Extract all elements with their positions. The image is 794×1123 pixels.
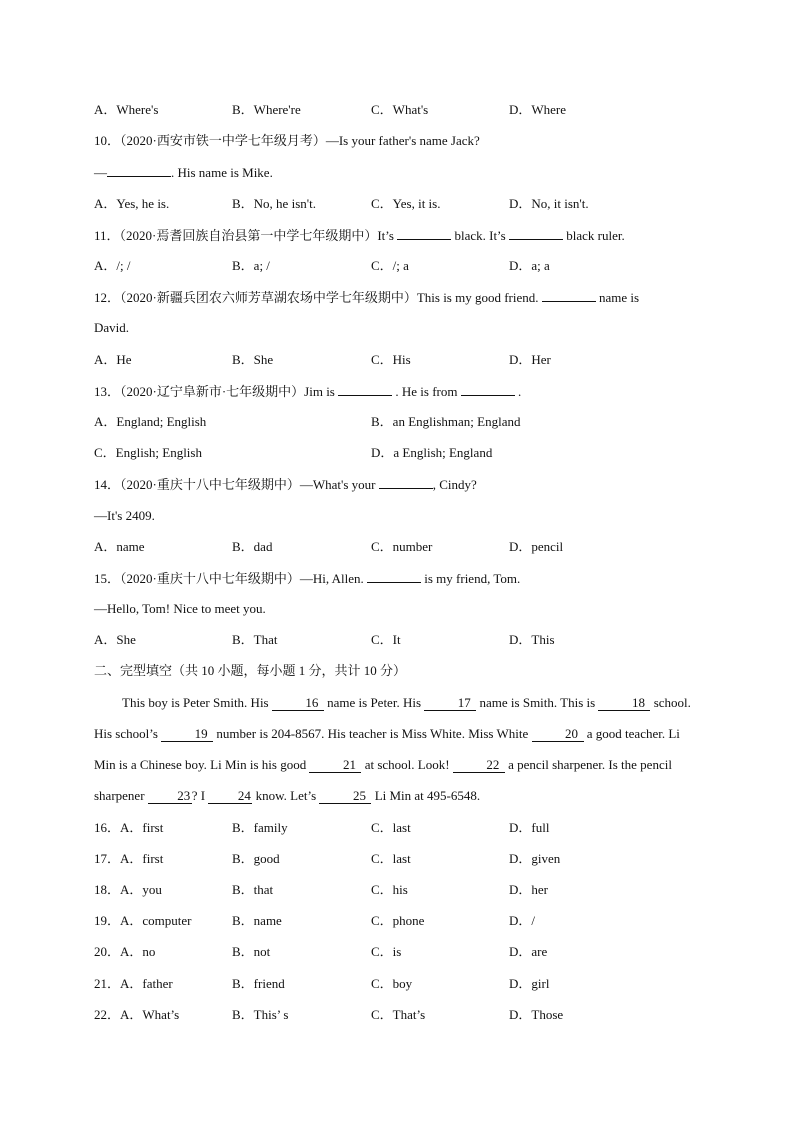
answer-blank[interactable]	[397, 226, 451, 240]
q15-stem	[94, 569, 520, 588]
option-a: A．Where's	[94, 102, 159, 117]
option-a: A．He	[94, 352, 132, 367]
cloze-blank-16[interactable]: 16	[272, 696, 324, 711]
q14-options	[94, 538, 714, 556]
option-a: A．England; English	[94, 414, 207, 429]
option-d: D．a English; England	[371, 445, 493, 460]
q10-options	[94, 195, 714, 213]
passage-text: name is Smith. This is	[479, 695, 596, 710]
q13-stem-c: .	[517, 384, 522, 399]
q11-stem-a: 11．（2020·焉耆回族自治县第一中学七年级期中）It’s	[94, 228, 394, 243]
option-b: B．name	[232, 913, 282, 928]
passage-text: number is 204-8567. His teacher is Miss White. Miss White	[216, 726, 529, 741]
q11-stem-b: black. It’s	[454, 228, 506, 243]
q11-options	[94, 257, 714, 275]
q12-options	[94, 351, 714, 369]
question-number-option-a: 17．A．first	[94, 851, 164, 866]
option-c: C．is	[371, 944, 402, 959]
option-c: C．His	[371, 352, 411, 367]
q10-stem: 10．（2020·西安市铁一中学七年级月考）—Is your father's name Jack?	[94, 133, 480, 148]
cloze-question-19	[94, 912, 714, 930]
option-d: D．Her	[509, 352, 551, 367]
q14-stem-a: 14．（2020·重庆十八中七年级期中）—What's your	[94, 477, 376, 492]
option-b: B．good	[232, 851, 280, 866]
q15-answer: —Hello, Tom! Nice to meet you.	[94, 601, 266, 616]
passage-text: a pencil sharpener. Is the pencil sharpener	[94, 757, 672, 803]
option-c: C．English; English	[94, 445, 202, 460]
question-number-option-a: 20．A．no	[94, 944, 156, 959]
answer-blank[interactable]	[542, 288, 596, 302]
cloze-blank-23[interactable]: 23	[148, 789, 192, 804]
passage-text: This boy is Peter Smith. His	[122, 695, 269, 710]
q12-stem-b: name is	[599, 290, 640, 305]
question-number-option-a: 22．A．What’s	[94, 1007, 180, 1022]
q14-answer: —It's 2409.	[94, 508, 155, 523]
option-c: C．last	[371, 851, 411, 866]
option-c: C．What's	[371, 102, 429, 117]
cloze-blank-24[interactable]: 24	[208, 789, 252, 804]
cloze-question-17	[94, 850, 714, 868]
cloze-blank-22[interactable]: 22	[453, 758, 505, 773]
passage-text: know. Let’s	[255, 788, 317, 803]
option-d: D．her	[509, 882, 548, 897]
option-d: D．/	[509, 913, 536, 928]
cloze-blank-21[interactable]: 21	[309, 758, 361, 773]
answer-blank[interactable]	[461, 382, 515, 396]
passage-text: name is Peter. His	[327, 695, 422, 710]
question-number-option-a: 21．A．father	[94, 976, 173, 991]
cloze-question-18	[94, 881, 714, 899]
option-c: C．phone	[371, 913, 425, 928]
option-d: D．full	[509, 820, 550, 835]
answer-blank[interactable]	[509, 226, 563, 240]
option-c: C．Yes, it is.	[371, 196, 441, 211]
question-number-option-a: 18．A．you	[94, 882, 162, 897]
cloze-passage	[94, 687, 704, 811]
answer-blank[interactable]	[367, 569, 421, 583]
option-c: C．his	[371, 882, 408, 897]
q13-stem	[94, 382, 521, 401]
question-number-option-a: 16．A．first	[94, 820, 164, 835]
option-d: D．This	[509, 632, 555, 647]
passage-text: school. His school’s	[94, 695, 691, 741]
q10-answer-text: . His name is Mike.	[171, 165, 273, 180]
q11-stem	[94, 226, 625, 245]
q10-answer	[94, 163, 273, 182]
option-b: B．Where're	[232, 102, 301, 117]
option-b: B．This’ s	[232, 1007, 289, 1022]
answer-blank[interactable]	[107, 163, 171, 177]
option-d: D．Those	[509, 1007, 564, 1022]
option-c: C．boy	[371, 976, 413, 991]
q12-stem-a: 12．（2020·新疆兵团农六师芳草湖农场中学七年级期中）This is my good friend.	[94, 290, 539, 305]
option-d: D．a; a	[509, 258, 550, 273]
q15-stem-a: 15．（2020·重庆十八中七年级期中）—Hi, Allen.	[94, 571, 364, 586]
q9-options	[94, 101, 714, 119]
option-d: D．Where	[509, 102, 567, 117]
option-b: B．No, he isn't.	[232, 196, 316, 211]
option-a: A．Yes, he is.	[94, 196, 170, 211]
cloze-question-16	[94, 819, 714, 837]
q12-stem-cont: David.	[94, 320, 130, 335]
option-b: B．friend	[232, 976, 285, 991]
option-c: C．/; a	[371, 258, 409, 273]
option-c: C．It	[371, 632, 401, 647]
q13-stem-a: 13．（2020·辽宁阜新市·七年级期中）Jim is	[94, 384, 335, 399]
option-b: B．that	[232, 882, 274, 897]
q11-stem-c: black ruler.	[566, 228, 625, 243]
passage-text: a good teacher. Li Min is a Chinese boy. Li Min is his good	[94, 726, 680, 772]
option-b: B．dad	[232, 539, 273, 554]
option-d: D．pencil	[509, 539, 564, 554]
cloze-blank-25[interactable]: 25	[319, 789, 371, 804]
cloze-blank-19[interactable]: 19	[161, 727, 213, 742]
option-d: D．are	[509, 944, 548, 959]
q13-options-row2	[94, 444, 714, 462]
passage-text: ? I	[191, 788, 206, 803]
cloze-blank-18[interactable]: 18	[598, 696, 650, 711]
answer-blank[interactable]	[338, 382, 392, 396]
question-number-option-a: 19．A．computer	[94, 913, 192, 928]
option-c: C．number	[371, 539, 433, 554]
answer-blank[interactable]	[379, 475, 433, 489]
cloze-question-20	[94, 943, 714, 961]
q14-stem	[94, 475, 477, 494]
q14-stem-b: , Cindy?	[432, 477, 477, 492]
option-b: B．family	[232, 820, 288, 835]
q12-stem	[94, 288, 639, 307]
option-a: A．She	[94, 632, 136, 647]
cloze-blank-20[interactable]: 20	[532, 727, 584, 742]
option-c: C．last	[371, 820, 411, 835]
option-b: B．That	[232, 632, 278, 647]
option-b: B．a; /	[232, 258, 270, 273]
q13-stem-b: . He is from	[395, 384, 458, 399]
passage-text: at school. Look!	[364, 757, 450, 772]
option-b: B．not	[232, 944, 271, 959]
cloze-question-21	[94, 975, 714, 993]
q13-options-row1	[94, 413, 714, 431]
option-b: B．She	[232, 352, 274, 367]
option-c: C．That’s	[371, 1007, 426, 1022]
cloze-blank-17[interactable]: 17	[424, 696, 476, 711]
option-d: D．girl	[509, 976, 550, 991]
passage-text: Li Min at 495-6548.	[374, 788, 481, 803]
option-b: B．an Englishman; England	[371, 414, 521, 429]
option-a: A．name	[94, 539, 145, 554]
option-d: D．given	[509, 851, 561, 866]
option-a: A．/; /	[94, 258, 131, 273]
q15-stem-b: is my friend, Tom.	[424, 571, 521, 586]
dash: —	[94, 165, 107, 180]
option-d: D．No, it isn't.	[509, 196, 589, 211]
section-title: 二、完型填空（共 10 小题，每小题 1 分，共计 10 分）	[94, 663, 407, 678]
q15-options	[94, 631, 714, 649]
cloze-question-22	[94, 1006, 714, 1024]
